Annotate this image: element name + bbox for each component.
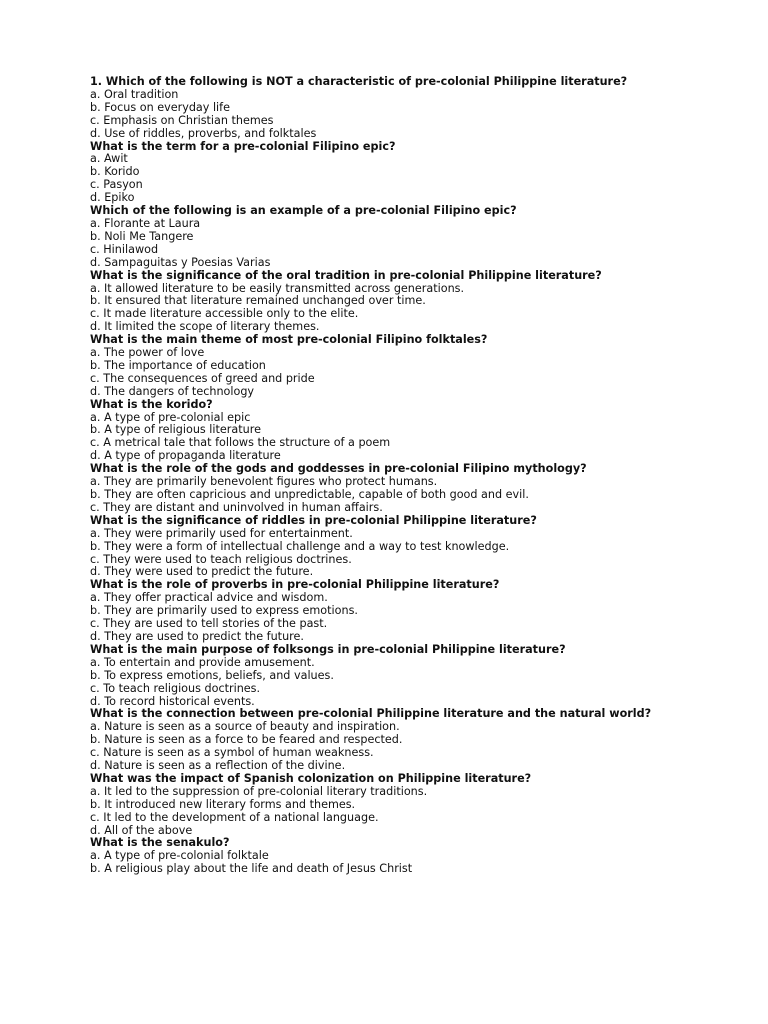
- question-block: [90, 270, 690, 335]
- answer-option: a. To entertain and provide amusement.: [90, 655, 315, 669]
- answer-option: c. It made literature accessible only to the elite.: [90, 307, 359, 321]
- answer-option: b. The importance of education: [90, 358, 266, 372]
- answer-option: d. Nature is seen as a reflection of the divine.: [90, 759, 346, 773]
- answer-option: a. It led to the suppression of pre-colonial literary traditions.: [90, 784, 428, 798]
- answer-option: a. It allowed literature to be easily transmitted across generations.: [90, 281, 465, 295]
- answer-option: d. They are used to predict the future.: [90, 629, 304, 643]
- answer-option: d. Sampaguitas y Poesias Varias: [90, 255, 271, 269]
- question-block: [90, 708, 690, 773]
- answer-option: b. They were a form of intellectual challenge and a way to test knowledge.: [90, 539, 510, 553]
- answer-option: b. Nature is seen as a force to be feared and respected.: [90, 733, 403, 747]
- question-text: What is the significance of the oral tradition in pre-colonial Philippine literature?: [90, 268, 602, 282]
- answer-option: c. Pasyon: [90, 178, 143, 192]
- answer-option: c. Nature is seen as a symbol of human weakness.: [90, 746, 374, 760]
- answer-option: b. To express emotions, beliefs, and values.: [90, 668, 334, 682]
- answer-option: d. A type of propaganda literature: [90, 449, 281, 463]
- answer-option: a. A type of pre-colonial epic: [90, 410, 251, 424]
- question-text: What is the main purpose of folksongs in pre-colonial Philippine literature?: [90, 642, 566, 656]
- answer-option: b. Focus on everyday life: [90, 100, 230, 114]
- question-block: [90, 644, 690, 709]
- question-block: [90, 399, 690, 464]
- document-body: [90, 76, 690, 876]
- question-text: What is the senakulo?: [90, 836, 230, 850]
- answer-option: a. Oral tradition: [90, 87, 179, 101]
- answer-option: b. They are primarily used to express emotions.: [90, 604, 358, 618]
- answer-option: c. The consequences of greed and pride: [90, 371, 315, 385]
- question-block: [90, 334, 690, 399]
- answer-option: a. They were primarily used for entertainment.: [90, 526, 353, 540]
- question-block: [90, 515, 690, 580]
- answer-option: a. The power of love: [90, 346, 205, 360]
- answer-option: b. Noli Me Tangere: [90, 229, 194, 243]
- answer-option: a. They are primarily benevolent figures who protect humans.: [90, 475, 438, 489]
- question-text: What is the role of the gods and goddesses in pre-colonial Filipino mythology?: [90, 462, 587, 476]
- answer-option: d. They were used to predict the future.: [90, 565, 314, 579]
- question-text: What is the role of proverbs in pre-colonial Philippine literature?: [90, 578, 500, 592]
- answer-option: d. To record historical events.: [90, 694, 255, 708]
- question-block: [90, 205, 690, 270]
- answer-option: a. Nature is seen as a source of beauty and inspiration.: [90, 720, 400, 734]
- answer-option: d. Epiko: [90, 191, 135, 205]
- answer-option: d. The dangers of technology: [90, 384, 255, 398]
- answer-option: b. It introduced new literary forms and themes.: [90, 797, 356, 811]
- answer-option: b. They are often capricious and unpredictable, capable of both good and evil.: [90, 488, 529, 501]
- question-text: Which of the following is an example of a pre-colonial Filipino epic?: [90, 204, 517, 218]
- answer-option: a. A type of pre-colonial folktale: [90, 849, 269, 863]
- question-block: [90, 141, 690, 206]
- answer-option: c. Hinilawod: [90, 242, 159, 256]
- answer-option: c. They are distant and uninvolved in human affairs.: [90, 500, 383, 514]
- answer-option: b. A religious play about the life and death of Jesus Christ: [90, 862, 413, 876]
- question-text: What is the significance of riddles in pre-colonial Philippine literature?: [90, 513, 537, 527]
- answer-option: c. A metrical tale that follows the structure of a poem: [90, 436, 391, 450]
- answer-option: b. It ensured that literature remained unchanged over time.: [90, 294, 426, 308]
- question-block: [90, 773, 690, 838]
- question-block: [90, 837, 690, 876]
- question-block: [90, 579, 690, 644]
- answer-option: d. All of the above: [90, 823, 193, 837]
- answer-option: a. Florante at Laura: [90, 216, 201, 230]
- answer-option: a. They offer practical advice and wisdom.: [90, 591, 328, 605]
- answer-option: b. Korido: [90, 165, 140, 179]
- answer-option: c. To teach religious doctrines.: [90, 681, 261, 695]
- question-block: [90, 76, 690, 141]
- question-text: What is the term for a pre-colonial Filipino epic?: [90, 139, 396, 153]
- answer-option: c. Emphasis on Christian themes: [90, 113, 274, 127]
- question-block: [90, 463, 690, 515]
- answer-option: c. They were used to teach religious doctrines.: [90, 552, 352, 566]
- answer-option: c. It led to the development of a national language.: [90, 810, 379, 824]
- answer-option: c. They are used to tell stories of the past.: [90, 617, 328, 631]
- answer-option: d. Use of riddles, proverbs, and folktales: [90, 126, 317, 140]
- question-text: What is the connection between pre-colonial Philippine literature and the natural world?: [90, 707, 652, 721]
- answer-option: a. Awit: [90, 152, 128, 166]
- question-text: 1. Which of the following is NOT a characteristic of pre-colonial Philippine literature?: [90, 75, 628, 88]
- question-text: What was the impact of Spanish colonization on Philippine literature?: [90, 771, 532, 785]
- answer-option: d. It limited the scope of literary themes.: [90, 320, 320, 334]
- question-text: What is the main theme of most pre-colonial Filipino folktales?: [90, 333, 488, 347]
- answer-option: b. A type of religious literature: [90, 423, 261, 437]
- question-text: What is the korido?: [90, 397, 213, 411]
